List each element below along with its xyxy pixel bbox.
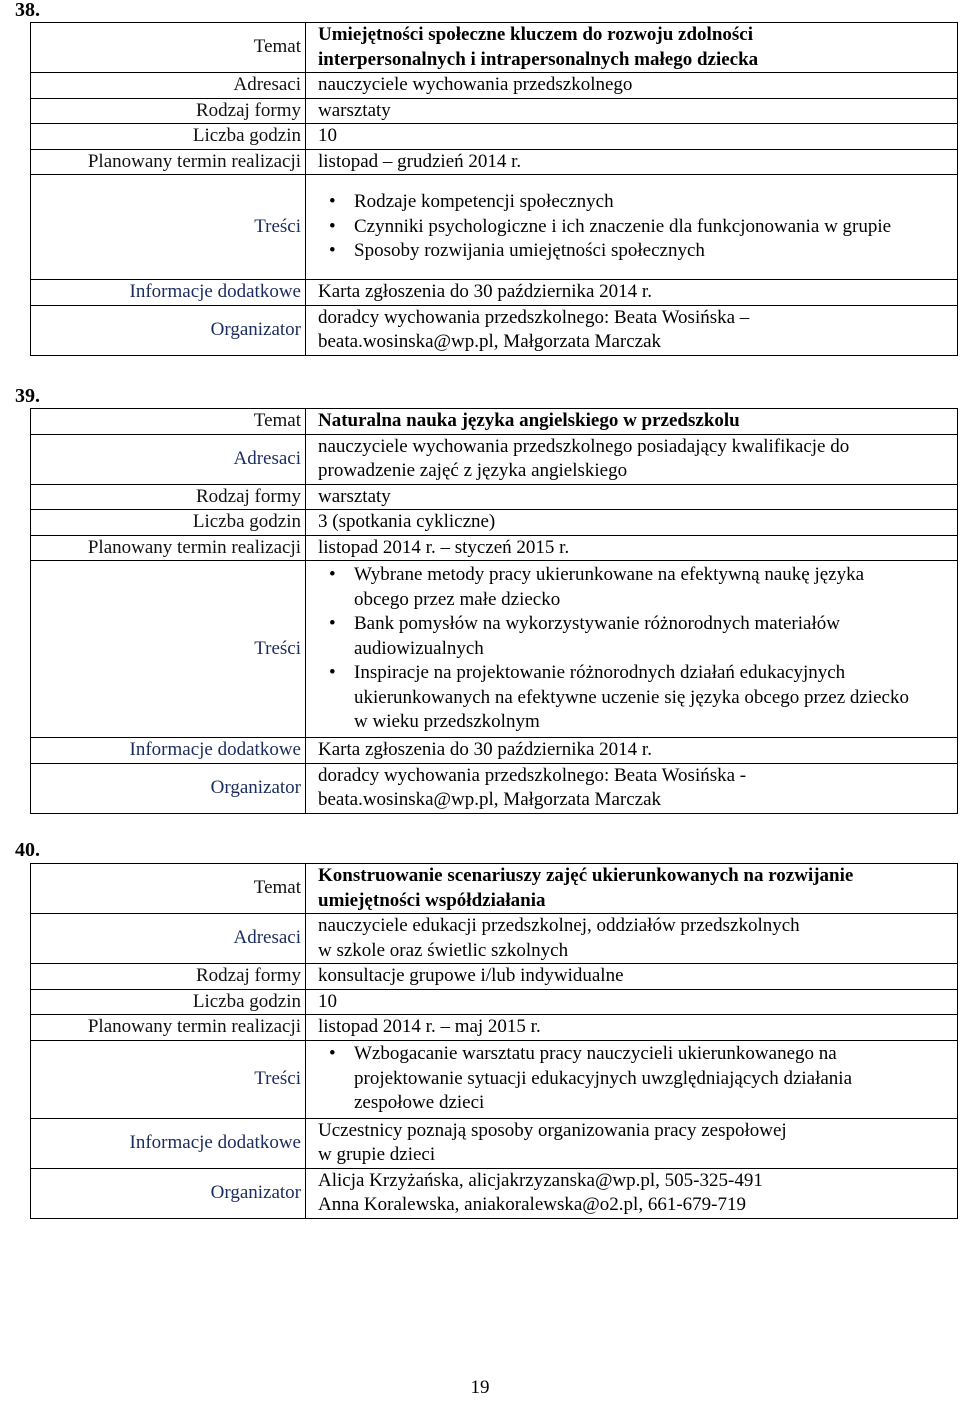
temat-value: Naturalna nauka języka angielskiego w przedszkolu (306, 409, 958, 435)
section-40 (30, 863, 958, 1219)
temat-value: Umiejętności społeczne kluczem do rozwoju zdolności interpersonalnych i intrapersonalnych małego dziecka (306, 23, 958, 73)
termin-value: listopad 2014 r. – styczeń 2015 r. (306, 535, 958, 561)
section-38 (30, 22, 958, 356)
info-value: Uczestnicy poznają sposoby organizowania pracy zespołowej w grupie dzieci (306, 1118, 958, 1168)
label-organizator: Organizator (31, 305, 306, 355)
list-item: • Wybrane metody pracy ukierunkowane na efektywną naukę języka obcego przez małe dziecko (318, 563, 953, 612)
label-tresci: Treści (31, 561, 306, 738)
label-rodzaj: Rodzaj formy (31, 484, 306, 510)
list-item: • Inspiracje na projektowanie różnorodnych działań edukacyjnych ukierunkowanych na efektywne uczenie się języka obcego przez dziecko w wieku przedszkolnym (318, 661, 953, 735)
label-termin: Planowany termin realizacji (31, 149, 306, 175)
label-rodzaj: Rodzaj formy (31, 98, 306, 124)
label-adresaci: Adresaci (31, 914, 306, 964)
organizator-value: Alicja Krzyżańska, alicjakrzyzanska@wp.pl, 505-325-491 Anna Koralewska, aniakoralewska@o2.pl, 661-679-719 (306, 1168, 958, 1218)
label-organizator: Organizator (31, 763, 306, 813)
label-temat: Temat (31, 409, 306, 435)
tresci-list (318, 1042, 953, 1116)
tresci-value (306, 1040, 958, 1118)
label-termin: Planowany termin realizacji (31, 1015, 306, 1041)
tresci-list (318, 190, 953, 264)
table-40 (30, 863, 958, 1219)
label-tresci: Treści (31, 1040, 306, 1118)
organizator-value: doradcy wychowania przedszkolnego: Beata Wosińska - beata.wosinska@wp.pl, Małgorzata Marczak (306, 763, 958, 813)
organizator-value: doradcy wychowania przedszkolnego: Beata Wosińska – beata.wosinska@wp.pl, Małgorzata Marczak (306, 305, 958, 355)
section-number-38: 38. (15, 0, 40, 21)
rodzaj-value: warsztaty (306, 98, 958, 124)
adresaci-value: nauczyciele wychowania przedszkolnego (306, 73, 958, 99)
liczba-value: 3 (spotkania cykliczne) (306, 510, 958, 536)
adresaci-value: nauczyciele wychowania przedszkolnego posiadający kwalifikacje do prowadzenie zajęć z języka angielskiego (306, 434, 958, 484)
termin-value: listopad 2014 r. – maj 2015 r. (306, 1015, 958, 1041)
label-organizator: Organizator (31, 1168, 306, 1218)
label-info: Informacje dodatkowe (31, 280, 306, 306)
label-info: Informacje dodatkowe (31, 1118, 306, 1168)
list-item: • Czynniki psychologiczne i ich znaczenie dla funkcjonowania w grupie (318, 215, 953, 240)
liczba-value: 10 (306, 124, 958, 150)
label-adresaci: Adresaci (31, 73, 306, 99)
rodzaj-value: warsztaty (306, 484, 958, 510)
table-38 (30, 22, 958, 356)
table-39 (30, 408, 958, 814)
label-temat: Temat (31, 864, 306, 914)
label-info: Informacje dodatkowe (31, 738, 306, 764)
list-item: • Bank pomysłów na wykorzystywanie różnorodnych materiałów audiowizualnych (318, 612, 953, 661)
list-item: • Wzbogacanie warsztatu pracy nauczycieli ukierunkowanego na projektowanie sytuacji edukacyjnych uwzględniających działania zespołowe dzieci (318, 1042, 953, 1116)
tresci-list (318, 563, 953, 735)
temat-value: Konstruowanie scenariuszy zajęć ukierunkowanych na rozwijanie umiejętności współdziałania (306, 864, 958, 914)
info-value: Karta zgłoszenia do 30 października 2014 r. (306, 738, 958, 764)
adresaci-value: nauczyciele edukacji przedszkolnej, oddziałów przedszkolnych w szkole oraz świetlic szkolnych (306, 914, 958, 964)
page-number: 19 (470, 1377, 490, 1398)
liczba-value: 10 (306, 989, 958, 1015)
label-termin: Planowany termin realizacji (31, 535, 306, 561)
label-liczba: Liczba godzin (31, 989, 306, 1015)
list-item: • Sposoby rozwijania umiejętności społecznych (318, 239, 953, 264)
label-tresci: Treści (31, 175, 306, 280)
info-value: Karta zgłoszenia do 30 października 2014 r. (306, 280, 958, 306)
tresci-value (306, 175, 958, 280)
rodzaj-value: konsultacje grupowe i/lub indywidualne (306, 964, 958, 990)
label-adresaci: Adresaci (31, 434, 306, 484)
label-liczba: Liczba godzin (31, 124, 306, 150)
label-liczba: Liczba godzin (31, 510, 306, 536)
tresci-value (306, 561, 958, 738)
section-number-40: 40. (15, 839, 40, 861)
section-39 (30, 408, 958, 814)
label-rodzaj: Rodzaj formy (31, 964, 306, 990)
list-item: • Rodzaje kompetencji społecznych (318, 190, 953, 215)
section-number-39: 39. (15, 385, 40, 407)
label-temat: Temat (31, 23, 306, 73)
termin-value: listopad – grudzień 2014 r. (306, 149, 958, 175)
